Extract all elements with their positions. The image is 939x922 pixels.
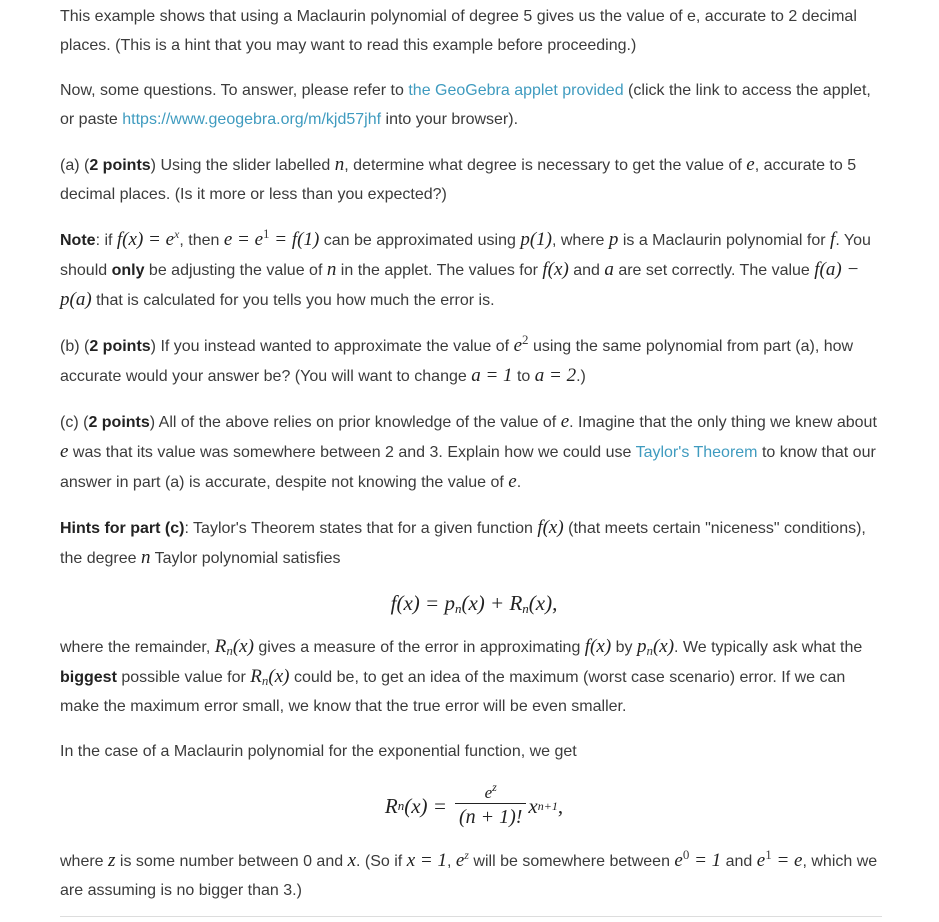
question-c: (c) (2 points) All of the above relies on prior knowledge of the value of e. Imagine that the only thing we knew about e was that its value was somewhere between 2 and 3. Explain how we could use Taylor's Theorem to know that our answer in part (a) is accurate, despite not knowing the value of e.	[60, 411, 877, 492]
assignment-content	[60, 2, 888, 905]
taylor-equation: $f(x) = p_n(x) + R_n(x)$,	[390, 591, 558, 616]
question-a: (a) (2 points) Using the slider labelled n, determine what degree is necessary to get the value of e, accurate to 5 decimal places. (Is it more or less than you expected?)	[60, 154, 857, 203]
note-paragraph: Note: if $f(x) = e^x$, then $e = e^1 = f(1)$ can be approximated using p(1), where p is a Maclaurin polynomial for f. You should only be adjusting the value of n in the applet. The values for f(x) and a are set correctly. The value f(a) − p(a) that is calculated for you tells you how much the error is.	[60, 226, 871, 310]
maclaurin-paragraph: In the case of a Maclaurin polynomial for the exponential function, we get	[60, 743, 577, 760]
final-paragraph: where z is some number between 0 and x. (So if x = 1, $e^z$ will be somewhere between $e^0 = 1$ and $e^1 = e$, which we are assuming is no bigger than 3.)	[60, 847, 878, 899]
section-divider	[60, 916, 882, 917]
remainder-equation: R n (x) = $\frac{e^z}{(n + 1)!}$ x n+1 ,	[384, 780, 564, 828]
points-label: 2 points	[89, 157, 151, 174]
intro-paragraph: This example shows that using a Maclaurin polynomial of degree 5 gives us the value of e, accurate to 2 decimal places. (This is a hint that you may want to read this example before proceeding.)	[60, 8, 857, 54]
note-label: Note	[60, 232, 96, 249]
instructions-paragraph: Now, some questions. To answer, please refer to the GeoGebra applet provided (click the link to access the applet, or paste https://www.geogebra.org/m/kjd57jhf into your browser).	[60, 82, 871, 128]
geogebra-applet-link[interactable]: the GeoGebra applet provided	[408, 82, 624, 99]
points-label: 2 points	[88, 414, 150, 431]
hints-paragraph: Hints for part (c): Taylor's Theorem states that for a given function f(x) (that meets certain "niceness" conditions), the degree n Taylor polynomial satisfies	[60, 517, 866, 568]
geogebra-url-link[interactable]: https://www.geogebra.org/m/kjd57jhf	[122, 111, 382, 128]
hints-label: Hints for part (c)	[60, 520, 185, 537]
taylors-theorem-link[interactable]: Taylor's Theorem	[635, 444, 758, 461]
fraction: $\frac{e^z}{(n + 1)!}$	[455, 783, 526, 829]
points-label: 2 points	[89, 338, 151, 355]
remainder-paragraph: where the remainder, $R_n(x)$ gives a measure of the error in approximating f(x) by $p_n(x)$. We typically ask what the biggest possible value for $R_n(x)$ could be, to get an idea of the maximum (worst case scenario) error. If we can make the maximum error small, we know that the true error will be even smaller.	[60, 636, 863, 715]
question-b: (b) (2 points) If you instead wanted to approximate the value of $e^2$ using the same polynomial from part (a), how accurate would your answer be? (You will want to change a = 1 to a = 2.)	[60, 332, 854, 386]
